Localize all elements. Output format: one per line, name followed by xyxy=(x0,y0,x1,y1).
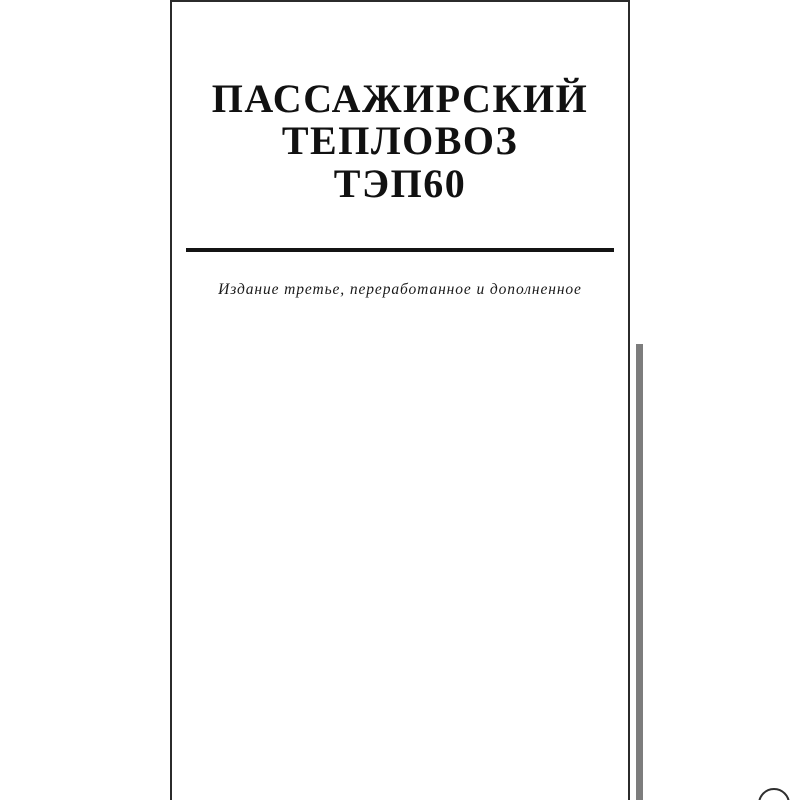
title-line-1: ПАССАЖИРСКИЙ xyxy=(211,76,589,121)
viewport-left-margin xyxy=(0,0,170,800)
edition-note: Издание третье, переработанное и дополненное xyxy=(218,281,582,298)
title-line-3: ТЭП60 xyxy=(333,160,467,206)
adjacent-page-edge xyxy=(636,344,643,800)
title-line-2: ТЕПЛОВОЗ xyxy=(281,118,519,164)
viewport-right-margin xyxy=(643,0,800,800)
scanned-page xyxy=(170,0,630,800)
title-divider-rule xyxy=(186,248,614,252)
page-top-edge xyxy=(170,0,630,2)
page-title xyxy=(172,78,628,205)
